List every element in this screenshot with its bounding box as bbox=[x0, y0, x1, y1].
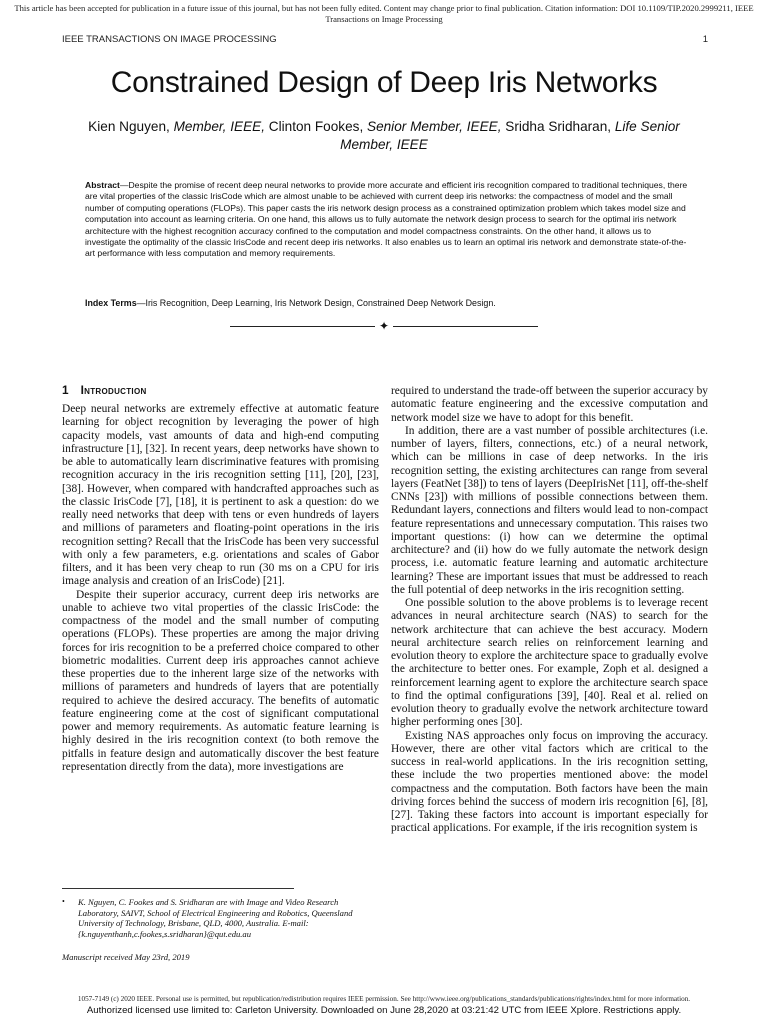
section-heading bbox=[62, 383, 147, 397]
abstract-label: Abstract bbox=[85, 180, 120, 190]
paragraph: Existing NAS approaches only focus on improving the accuracy. However, there are other vital factors which are critical to the success in real-world applications. In the iris recognition setting, these include the two properties mentioned above: the model compactness and the computation. Both factors have been the main driving forces behind the success of modern iris recognition [6], [8], [27]. Taking these factors into account is important especially for practical applications. For example, if the iris recognition system is bbox=[391, 729, 708, 835]
manuscript-date: Manuscript received May 23rd, 2019 bbox=[62, 952, 190, 962]
footnote-rule bbox=[62, 888, 294, 889]
section-title: Introduction bbox=[80, 383, 147, 397]
paragraph: Deep neural networks are extremely effective at automatic feature learning for object recognition by leveraging the power of high capacity models, vast amounts of data and high-end computing infrastructure [1], [32]. In recent years, deep networks have shown to be able to automatically learn discriminative features with promising recognition accuracy in the iris recognition setting [11], [20], [23], [38]. However, when compared with handcrafted approaches such as the classic IrisCode [7], [18], it is pertinent to ask a question: do we really need networks that deep with tens or even hundreds of layers and millions of parameters and floating-point operations in the iris recognition setting? Recall that the IrisCode has been very successful with only a few parameters, e.g. orientations and scales of Gabor filters, and it has been very cheap to run (30 ms on a CPU for iris image analysis and creation of an IrisCode) [21]. bbox=[62, 403, 379, 588]
author-2-role: Senior Member, IEEE, bbox=[367, 119, 502, 134]
author-1-name: Kien Nguyen, bbox=[88, 119, 174, 134]
footnote-text: K. Nguyen, C. Fookes and S. Sridharan are with Image and Video Research Laboratory, SAIVT, School of Electrical Engineering and Robotics, Queensland University of Technology, Brisbane, QLD, 4000, Australia. E-mail: {k.nguyenthanh,c.fookes,s.sridharan}@qut.edu.au bbox=[78, 897, 353, 939]
left-column bbox=[62, 403, 379, 774]
right-column bbox=[391, 385, 708, 836]
license-notice: Authorized licensed use limited to: Carleton University. Downloaded on June 28,2020 at 03:21:42 UTC from IEEE Xplore. Restrictions apply. bbox=[86, 1005, 682, 1016]
index-terms-label: Index Terms bbox=[85, 298, 137, 308]
journal-name: IEEE TRANSACTIONS ON IMAGE PROCESSING bbox=[62, 34, 277, 45]
notice-line-2: Transactions on Image Processing bbox=[325, 13, 443, 24]
notice-line-1: This article has been accepted for publication in a future issue of this journal, but has not been fully edited. Content may change prior to final publication. Citation information: DOI 10.1109/TIP.2020.2999211, IEEE bbox=[14, 3, 754, 13]
section-number: 1 bbox=[62, 383, 69, 397]
publication-notice bbox=[0, 3, 768, 24]
author-3-name: Sridha Sridharan, bbox=[501, 119, 615, 134]
section-divider bbox=[230, 319, 538, 333]
author-list bbox=[70, 118, 698, 154]
index-terms-text: —Iris Recognition, Deep Learning, Iris Network Design, Constrained Deep Network Design. bbox=[136, 298, 496, 308]
author-footnote bbox=[62, 897, 379, 939]
paragraph: Despite their superior accuracy, current deep iris networks are unable to achieve two vital properties of the classic IrisCode: the compactness of the model and the small number of computing operations (FLOPs). These properties are among the major driving forces for iris recognition to be a preferred choice compared to other biometric modalities. Current deep iris approaches cannot achieve these properties due to the inherent large size of the networks with millions of parameters and hundreds of layers that are potentially required to achieve the desired accuracy. The benefits of automatic feature engineering come at the cost of significant computational power and memory requirements. As automatic feature learning is highly desired in the iris recognition context (to both remove the pitfalls in feature design and automatically discover the best feature representation directly from the data), more investigations are bbox=[62, 588, 379, 773]
author-2-name: Clinton Fookes, bbox=[265, 119, 367, 134]
divider-line-right bbox=[393, 326, 538, 327]
author-1-role: Member, IEEE, bbox=[173, 119, 265, 134]
paragraph: In addition, there are a vast number of possible architectures (i.e. number of layers, filters, connections, etc.) of a neural network, which can be millions in case of deep networks. In the iris recognition setting, the existing architectures can range from several layers (FeatNet [38]) to tens of layers (DeepIrisNet [11], off-the-shelf CNNs [23]) with millions of possible connections between them. Redundant layers, connections and filters would lead to non-compact feature representations and unnecessary computation. This raises two important questions: (i) how can we determine the optimal architecture? and (ii) how do we fully automate the network design process, i.e. automatic feature learning and automatic architecture learning? These are important issues that must be addressed to reach the full potential of deep networks in the iris recognition setting. bbox=[391, 424, 708, 596]
index-terms bbox=[85, 298, 688, 309]
divider-ornament-icon: ✦ bbox=[378, 319, 390, 333]
abstract-text: —Despite the promise of recent deep neural networks to provide more accurate and efficient iris recognition compared to traditional techniques, there are vital properties of the classic IrisCode which are almost unable to be achieved with current deep iris networks: the compactness of model and the small number of computing operations (FLOPs). This paper casts the iris network design process as a constrained optimization problem which takes model size and computation into account as learning criteria. On one hand, this allows us to fully automate the network design process to search for the optimal iris network architecture with the highest recognition accuracy confined to the computation and model compactness constraints. On the other hand, it allows us to investigate the optimality of the classic IrisCode and recent deep iris networks. It also enables us to learn an optimal iris network and demonstrate state-of-the-art performance with less computation and memory requirements. bbox=[85, 180, 688, 259]
paragraph: required to understand the trade-off between the superior accuracy by automatic feature engineering and the excessive computation and network model size we have to adopt for this benefit. bbox=[391, 385, 709, 424]
abstract bbox=[85, 180, 688, 260]
divider-line-left bbox=[230, 326, 375, 327]
paper-title: Constrained Design of Deep Iris Networks bbox=[110, 66, 658, 99]
copyright-notice: 1057-7149 (c) 2020 IEEE. Personal use is permitted, but republication/redistribution requires IEEE permission. See http://www.ieee.org/publications_standards/publications/rights/index.html for more information. bbox=[77, 995, 691, 1003]
author-3-role: Life Senior Member, IEEE bbox=[340, 119, 680, 152]
footnote-bullet: • bbox=[62, 897, 65, 906]
page-number: 1 bbox=[702, 34, 708, 45]
running-header bbox=[62, 34, 708, 45]
paragraph: One possible solution to the above problems is to leverage recent advances in neural architecture search (NAS) to search for the network architecture that can achieve the best accuracy. Modern neural architecture search relies on reinforcement learning and evolution theory to explore the architecture space to gradually evolve the architecture to better ones. For example, Zoph et al. designed a reinforcement learning agent to explore the architecture search space to find the optimal configurations [39], [40]. Real et al. relied on evolution theory to gradually evolve the network architecture toward higher performing ones [30]. bbox=[391, 597, 708, 729]
